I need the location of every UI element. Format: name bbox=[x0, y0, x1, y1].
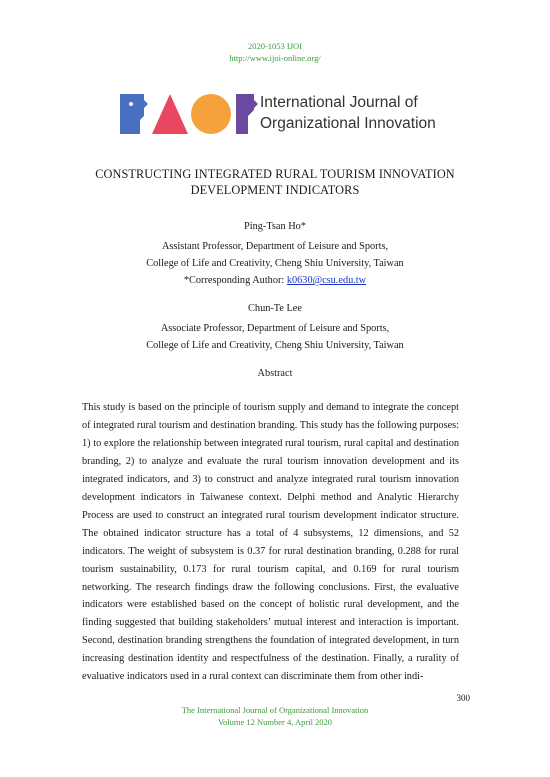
running-footer bbox=[0, 704, 550, 728]
abstract-heading: Abstract bbox=[257, 368, 293, 379]
email-link[interactable]: k0630@csu.edu.tw bbox=[286, 275, 367, 286]
footer-volume: Volume 12 Number 4, April 2020 bbox=[217, 717, 333, 727]
title-line-1: CONSTRUCTING INTEGRATED RURAL TOURISM INNOVATION bbox=[95, 167, 455, 181]
paper-title bbox=[60, 166, 490, 198]
ijoi-logo-mark-icon bbox=[118, 90, 258, 138]
logo-line-1: International Journal of bbox=[260, 94, 418, 111]
title-line-2: DEVELOPMENT INDICATORS bbox=[190, 183, 360, 197]
running-header bbox=[0, 40, 550, 64]
author-name: Chun-Te Lee bbox=[248, 303, 302, 314]
author-name: Ping-Tsan Ho* bbox=[244, 221, 306, 232]
logo-wordmark bbox=[260, 92, 436, 134]
journal-logo bbox=[118, 90, 438, 138]
page-number: 300 bbox=[456, 693, 470, 703]
abstract-body: This study is based on the principle of tourism supply and demand to integrate the concept of integrated rural tourism and destination branding. This study has the following purposes: 1) to explore the relationship between integrated rural tourism, rural capital and destination branding, 2) to analyze and evaluate the rural tourism innovation development and its integrated indicators, and 3) to construct and analyze integrated rural tourism innovation development indicators in Taiwanese context. Delphi method and Analytic Hierarchy Process are used to construct an integrated rural tourism development indicator structure. The obtained indicator structure has a total of 4 subsystems, 12 dimensions, and 52 indicators. The weight of subsystem is 0.37 for rural destination branding, 0.288 for rural tourism sustainability, 0.173 for rural tourism capital, and 0.169 for rural tourism networking. The research findings draw the following conclusions. First, the evaluative indicators were established based on the concept of holistic rural development, and the finding suggested that building stakeholders’ mutual interest and interaction is important. Second, destination branding strengthens the foundation of integrated development, in turn increasing destination identity and respectfulness of the destination. Finally, a rurality of evaluative indicators used in a rural context can discriminate them from other indi- bbox=[82, 402, 460, 683]
logo-line-2: Organizational Innovation bbox=[260, 115, 436, 132]
journal-url[interactable]: http://www.ijoi-online.org/ bbox=[229, 53, 321, 63]
author-block-2 bbox=[40, 300, 510, 354]
corresponding-label: *Corresponding Author: bbox=[183, 275, 287, 286]
corresponding-author bbox=[40, 272, 510, 289]
author-block-1 bbox=[40, 218, 510, 289]
author-position: Assistant Professor, Department of Leisure and Sports, bbox=[161, 241, 389, 252]
author-position: Associate Professor, Department of Leisure and Sports, bbox=[160, 323, 390, 334]
author-affiliation: College of Life and Creativity, Cheng Shiu University, Taiwan bbox=[146, 340, 404, 351]
footer-journal: The International Journal of Organizational Innovation bbox=[181, 705, 369, 715]
author-affiliation: College of Life and Creativity, Cheng Shiu University, Taiwan bbox=[146, 258, 404, 269]
journal-code: 2020-1053 IJOI bbox=[247, 41, 303, 51]
